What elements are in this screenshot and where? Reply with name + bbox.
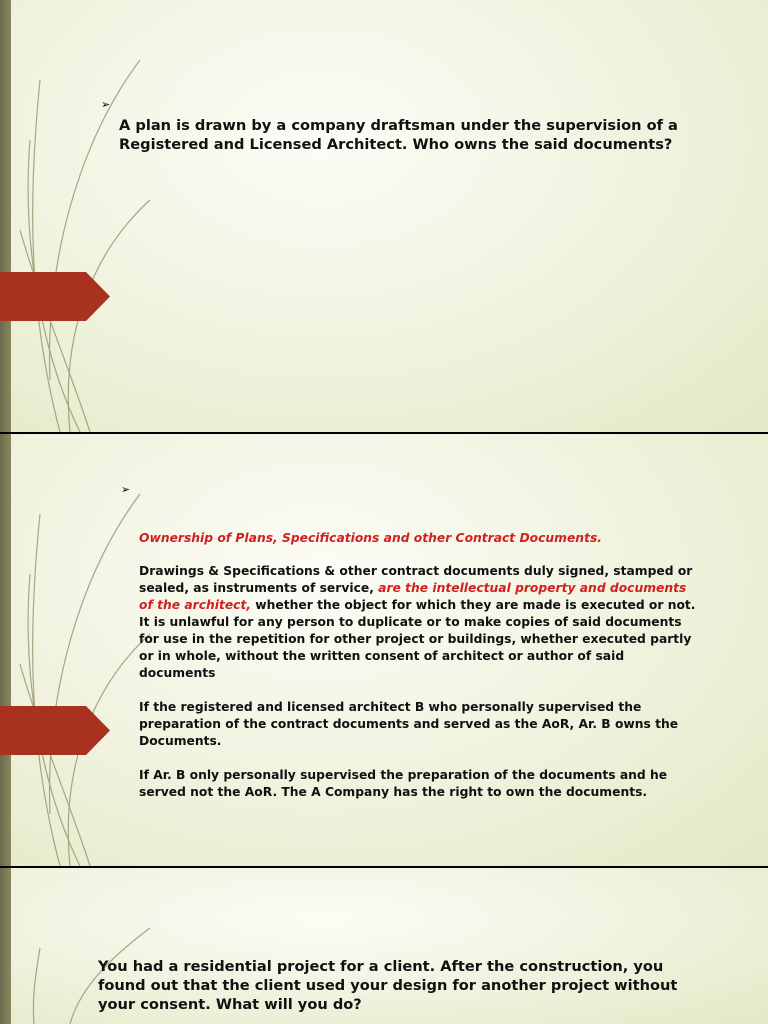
- question-text: A plan is drawn by a company draftsman under the supervision of a Registered and Licensed Architect. Who owns the said documents?: [119, 117, 678, 153]
- slide-1: [0, 0, 768, 432]
- paragraph-text: whether the object for which they are made is executed or not. It is unlawful for any person to duplicate or to make copies of said documents for use in the repetition for other project or buildings, whether executed partly or in whole, without the written consent of architect or author of said documents: [139, 598, 696, 680]
- paragraph-company: If Ar. B only personally supervised the preparation of the documents and he served not the AoR. The A Company has the right to own the documents.: [139, 768, 668, 799]
- slide-2-body: [139, 530, 699, 801]
- highlighted-text: are the intellectual property and documents of the architect,: [139, 581, 687, 612]
- section-heading: Ownership of Plans, Specifications and other Contract Documents.: [139, 531, 602, 545]
- bullet-arrow-icon: ➢: [101, 98, 111, 111]
- paragraph-aor: If the registered and licensed architect B who personally supervised the preparation of the contract documents and served as the AoR, Ar. B owns the Documents.: [139, 700, 679, 748]
- bullet-arrow-icon: ➢: [121, 483, 131, 496]
- decorative-curves: [0, 0, 200, 432]
- paragraph-text: Drawings & Specifications & other contract documents duly signed, stamped or sealed, as instruments of service,: [139, 564, 693, 595]
- slide-3: [0, 868, 768, 1024]
- question-text: You had a residential project for a client. After the construction, you found out that the client used your design for another project without your consent. What will you do?: [98, 958, 678, 1013]
- paragraph-ownership: [139, 563, 699, 682]
- slide-2: [0, 434, 768, 866]
